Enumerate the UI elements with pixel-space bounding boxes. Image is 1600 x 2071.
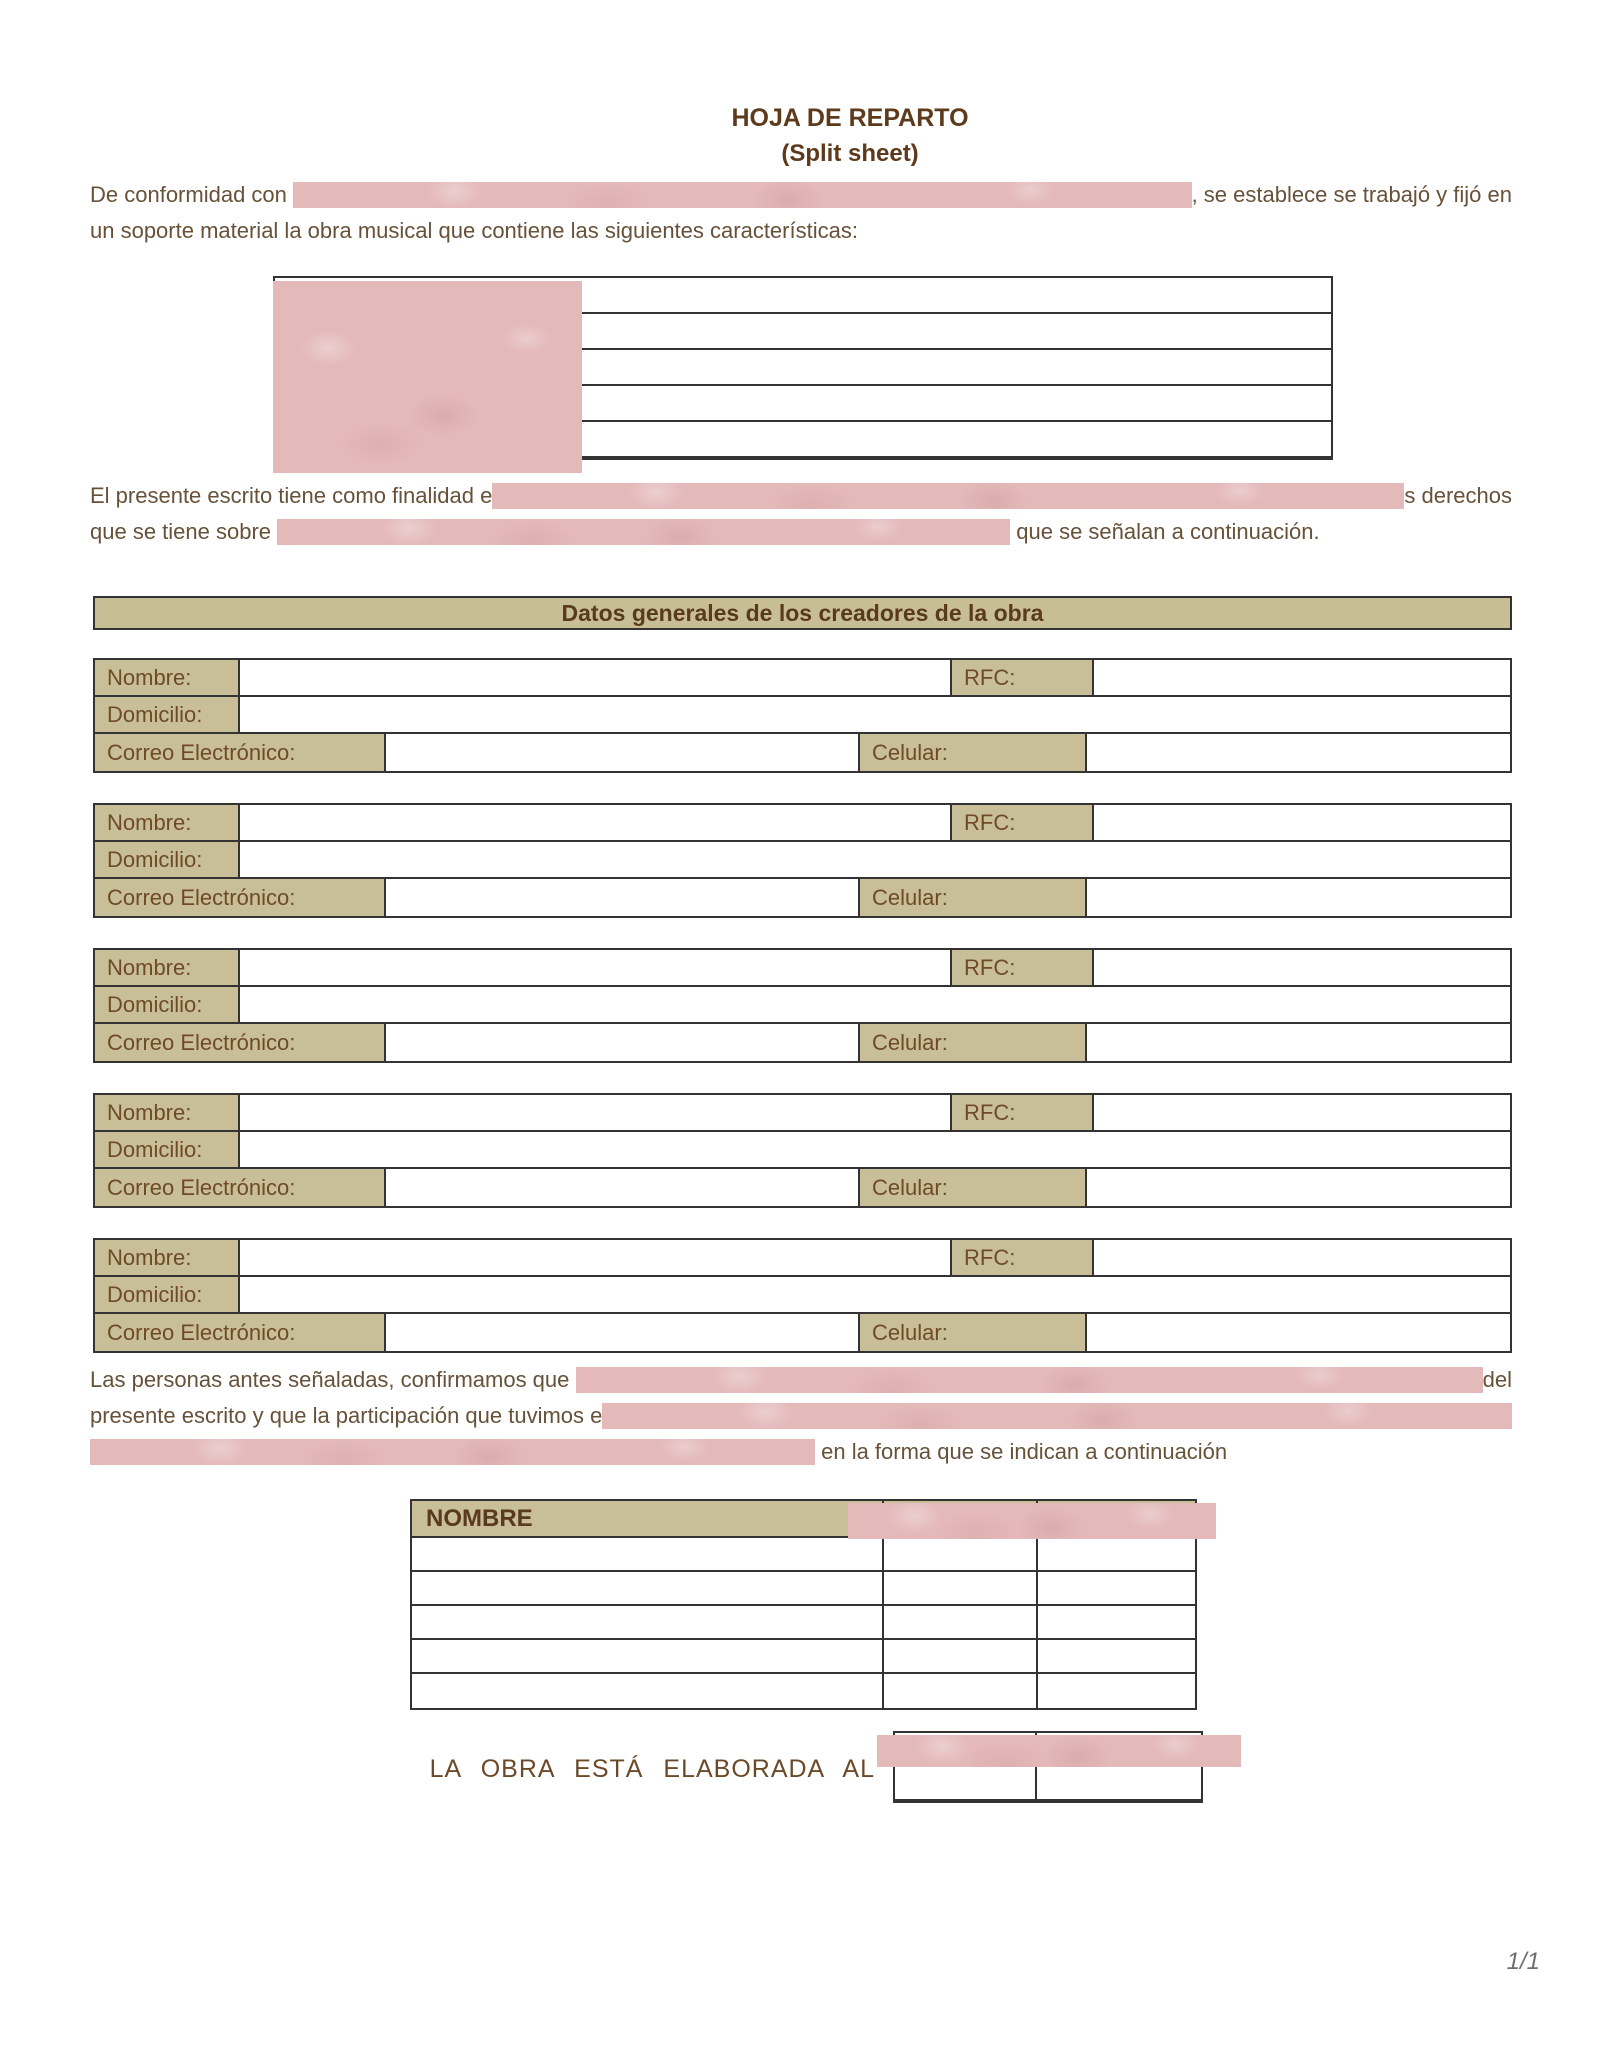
creator-row-contacto bbox=[95, 1024, 1510, 1061]
creator-row-contacto bbox=[95, 1314, 1510, 1351]
celular-input[interactable] bbox=[1087, 1024, 1510, 1061]
celular-label: Celular: bbox=[858, 879, 1087, 916]
redaction-block bbox=[90, 1439, 815, 1465]
split-value-cell[interactable] bbox=[884, 1572, 1038, 1604]
split-value-cell[interactable] bbox=[1038, 1538, 1195, 1570]
elaboration-percentage-table bbox=[893, 1731, 1203, 1803]
split-header-nombre: NOMBRE bbox=[412, 1501, 884, 1536]
creator-row-domicilio bbox=[95, 842, 1510, 879]
split-name-cell[interactable] bbox=[412, 1606, 884, 1638]
intro-line-1 bbox=[90, 177, 1512, 213]
split-table-header-row bbox=[412, 1501, 1195, 1538]
creator-block-3 bbox=[93, 948, 1512, 1063]
nombre-input[interactable] bbox=[240, 660, 950, 695]
section-header-title: Datos generales de los creadores de la obra bbox=[561, 599, 1044, 626]
correo-label: Correo Electrónico: bbox=[95, 1169, 386, 1206]
split-name-cell[interactable] bbox=[412, 1538, 884, 1570]
nombre-input[interactable] bbox=[240, 805, 950, 840]
rfc-label: RFC: bbox=[950, 1095, 1094, 1130]
split-value-cell[interactable] bbox=[884, 1606, 1038, 1638]
creator-block-4 bbox=[93, 1093, 1512, 1208]
confirmation-line1-before: Las personas antes señaladas, confirmamos que bbox=[90, 1367, 576, 1392]
redaction-block bbox=[273, 281, 582, 473]
redaction-block bbox=[877, 1735, 1241, 1767]
rfc-label: RFC: bbox=[950, 660, 1094, 695]
correo-label: Correo Electrónico: bbox=[95, 1314, 386, 1351]
creator-row-nombre bbox=[95, 1240, 1510, 1277]
split-percentages-table bbox=[410, 1499, 1197, 1710]
domicilio-input[interactable] bbox=[240, 1132, 1510, 1167]
creator-block-1 bbox=[93, 658, 1512, 773]
page-number: 1/1 bbox=[1506, 1948, 1540, 1975]
celular-input[interactable] bbox=[1087, 879, 1510, 916]
redaction-block bbox=[576, 1367, 1483, 1393]
creator-row-contacto bbox=[95, 1169, 1510, 1206]
correo-input[interactable] bbox=[386, 734, 858, 771]
split-value-cell[interactable] bbox=[884, 1538, 1038, 1570]
split-table-row bbox=[412, 1674, 1195, 1708]
celular-input[interactable] bbox=[1087, 1169, 1510, 1206]
celular-label: Celular: bbox=[858, 1314, 1087, 1351]
elaboration-table-value-row bbox=[895, 1767, 1201, 1801]
celular-input[interactable] bbox=[1087, 734, 1510, 771]
rfc-label: RFC: bbox=[950, 1240, 1094, 1275]
redaction-block bbox=[848, 1503, 1216, 1539]
creator-row-nombre bbox=[95, 660, 1510, 697]
purpose-line1-before: El presente escrito tiene como finalidad e bbox=[90, 483, 493, 508]
rfc-input[interactable] bbox=[1094, 1095, 1510, 1130]
intro-line-2 bbox=[90, 213, 1512, 249]
creator-row-nombre bbox=[95, 805, 1510, 842]
intro-line2-text: un soporte material la obra musical que contiene las siguientes características: bbox=[90, 218, 858, 243]
redaction-block bbox=[492, 483, 1404, 509]
intro-paragraph bbox=[90, 177, 1512, 249]
nombre-label: Nombre: bbox=[95, 660, 240, 695]
confirmation-line1-after: del bbox=[1482, 1367, 1512, 1392]
split-name-cell[interactable] bbox=[412, 1674, 884, 1708]
split-name-cell[interactable] bbox=[412, 1572, 884, 1604]
nombre-label: Nombre: bbox=[95, 1095, 240, 1130]
nombre-label: Nombre: bbox=[95, 1240, 240, 1275]
rfc-input[interactable] bbox=[1094, 1240, 1510, 1275]
celular-input[interactable] bbox=[1087, 1314, 1510, 1351]
creator-block-5 bbox=[93, 1238, 1512, 1353]
confirmation-line-2 bbox=[90, 1398, 1512, 1434]
split-value-cell[interactable] bbox=[1038, 1572, 1195, 1604]
redaction-block bbox=[293, 182, 1192, 208]
split-table-row bbox=[412, 1538, 1195, 1572]
rfc-input[interactable] bbox=[1094, 660, 1510, 695]
redaction-block bbox=[277, 519, 1010, 545]
purpose-paragraph bbox=[90, 478, 1512, 550]
nombre-input[interactable] bbox=[240, 1095, 950, 1130]
creator-row-domicilio bbox=[95, 1132, 1510, 1169]
creator-row-contacto bbox=[95, 734, 1510, 771]
nombre-input[interactable] bbox=[240, 1240, 950, 1275]
work-characteristics-table bbox=[273, 276, 1333, 460]
correo-label: Correo Electrónico: bbox=[95, 1024, 386, 1061]
celular-label: Celular: bbox=[858, 1024, 1087, 1061]
split-value-cell[interactable] bbox=[884, 1640, 1038, 1672]
section-header-creators bbox=[93, 596, 1512, 630]
nombre-label: Nombre: bbox=[95, 950, 240, 985]
domicilio-label: Domicilio: bbox=[95, 697, 240, 732]
correo-input[interactable] bbox=[386, 879, 858, 916]
purpose-line2-after: que se señalan a continuación. bbox=[1010, 519, 1320, 544]
rfc-input[interactable] bbox=[1094, 950, 1510, 985]
celular-label: Celular: bbox=[858, 1169, 1087, 1206]
intro-line1-after: , se establece se trabajó y fijó en bbox=[1191, 182, 1512, 207]
split-value-cell[interactable] bbox=[884, 1674, 1038, 1708]
creator-row-domicilio bbox=[95, 987, 1510, 1024]
celular-label: Celular: bbox=[858, 734, 1087, 771]
domicilio-label: Domicilio: bbox=[95, 987, 240, 1022]
split-table-row bbox=[412, 1606, 1195, 1640]
elaboration-value-cell[interactable] bbox=[895, 1767, 1037, 1799]
domicilio-label: Domicilio: bbox=[95, 842, 240, 877]
elaboration-label: LA OBRA ESTÁ ELABORADA AL bbox=[429, 1755, 875, 1783]
correo-input[interactable] bbox=[386, 1024, 858, 1061]
intro-line1-before: De conformidad con bbox=[90, 182, 293, 207]
nombre-input[interactable] bbox=[240, 950, 950, 985]
domicilio-label: Domicilio: bbox=[95, 1277, 240, 1312]
confirmation-line-1 bbox=[90, 1362, 1512, 1398]
rfc-label: RFC: bbox=[950, 950, 1094, 985]
split-table-row bbox=[412, 1572, 1195, 1606]
confirmation-line2-before: presente escrito y que la participación que tuvimos e bbox=[90, 1403, 603, 1428]
confirmation-line3-after: en la forma que se indican a continuación bbox=[815, 1439, 1228, 1464]
split-value-cell[interactable] bbox=[1038, 1674, 1195, 1708]
correo-input[interactable] bbox=[386, 1314, 858, 1351]
redaction-block bbox=[602, 1403, 1512, 1429]
page-title: HOJA DE REPARTO bbox=[731, 104, 969, 132]
page-subtitle: (Split sheet) bbox=[781, 140, 919, 167]
domicilio-input[interactable] bbox=[240, 842, 1510, 877]
rfc-label: RFC: bbox=[950, 805, 1094, 840]
domicilio-input[interactable] bbox=[240, 697, 1510, 732]
confirmation-line-3 bbox=[90, 1434, 1512, 1470]
elaboration-value-cell[interactable] bbox=[1037, 1767, 1201, 1799]
split-table-row bbox=[412, 1640, 1195, 1674]
creator-row-nombre bbox=[95, 950, 1510, 987]
purpose-line-1 bbox=[90, 478, 1512, 514]
domicilio-input[interactable] bbox=[240, 1277, 1510, 1312]
correo-input[interactable] bbox=[386, 1169, 858, 1206]
purpose-line-2 bbox=[90, 514, 1512, 550]
split-value-cell[interactable] bbox=[1038, 1606, 1195, 1638]
rfc-input[interactable] bbox=[1094, 805, 1510, 840]
purpose-line1-after: s derechos bbox=[1404, 483, 1512, 508]
nombre-label: Nombre: bbox=[95, 805, 240, 840]
creator-block-2 bbox=[93, 803, 1512, 918]
correo-label: Correo Electrónico: bbox=[95, 734, 386, 771]
creator-row-domicilio bbox=[95, 1277, 1510, 1314]
creator-row-domicilio bbox=[95, 697, 1510, 734]
split-value-cell[interactable] bbox=[1038, 1640, 1195, 1672]
split-name-cell[interactable] bbox=[412, 1640, 884, 1672]
domicilio-label: Domicilio: bbox=[95, 1132, 240, 1167]
confirmation-paragraph bbox=[90, 1362, 1512, 1470]
domicilio-input[interactable] bbox=[240, 987, 1510, 1022]
purpose-line2-before: que se tiene sobre bbox=[90, 519, 278, 544]
correo-label: Correo Electrónico: bbox=[95, 879, 386, 916]
creator-row-nombre bbox=[95, 1095, 1510, 1132]
creator-row-contacto bbox=[95, 879, 1510, 916]
